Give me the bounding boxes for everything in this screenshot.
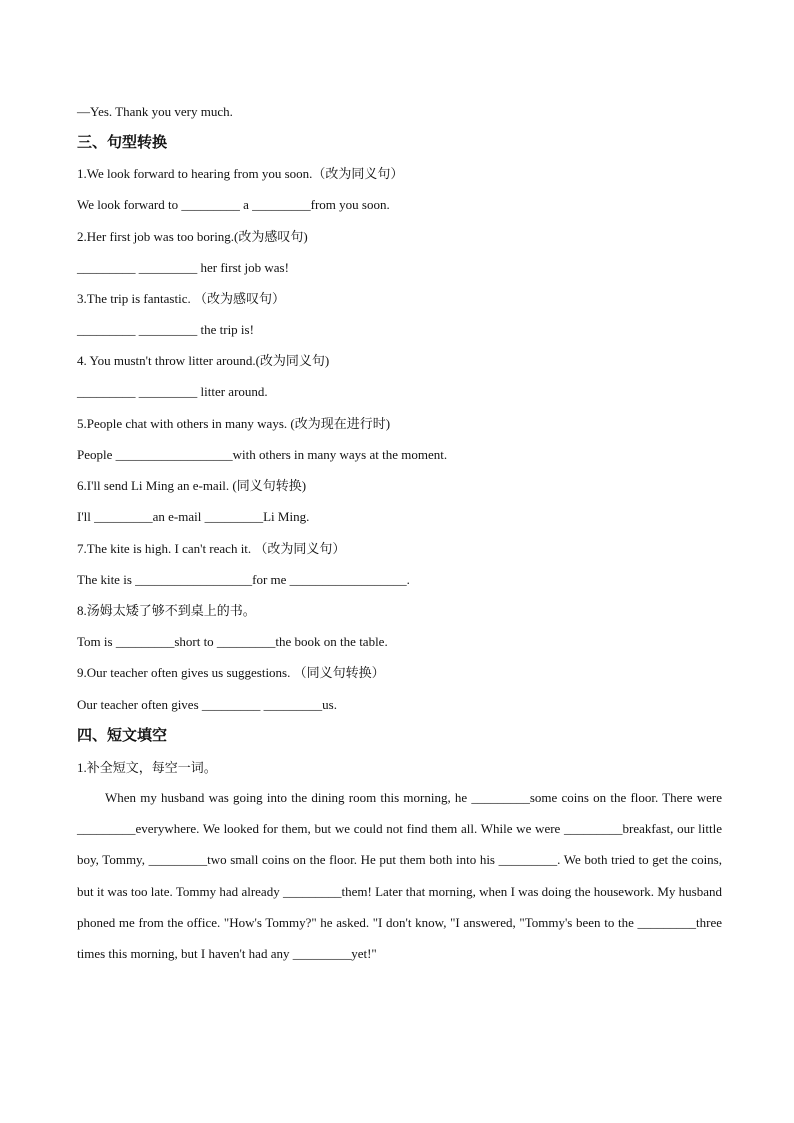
question-4-prompt: 4. You mustn't throw litter around.(改为同义句)	[77, 353, 330, 368]
question-1-answer: We look forward to _________ a _________from you soon.	[77, 197, 390, 212]
question-6-prompt: 6.I'll send Li Ming an e-mail. (同义句转换)	[77, 478, 307, 493]
question-3-answer: _________ _________ the trip is!	[77, 322, 254, 337]
question-8-prompt: 8.汤姆太矮了够不到桌上的书。	[77, 603, 256, 618]
question-2-answer: _________ _________ her first job was!	[77, 260, 289, 275]
question-4-answer: _________ _________ litter around.	[77, 384, 268, 399]
dialogue-answer-line: —Yes. Thank you very much.	[77, 104, 233, 119]
question-8-answer: Tom is _________short to _________the book on the table.	[77, 634, 388, 649]
question-3-prompt: 3.The trip is fantastic. （改为感叹句）	[77, 291, 285, 306]
question-7-answer: The kite is __________________for me __________________.	[77, 572, 410, 587]
question-1-prompt: 1.We look forward to hearing from you soon.（改为同义句）	[77, 166, 404, 181]
question-5-prompt: 5.People chat with others in many ways. (改为现在进行时)	[77, 416, 391, 431]
question-9-answer: Our teacher often gives _________ _________us.	[77, 697, 337, 712]
cloze-passage: When my husband was going into the dining room this morning, he _________some coins on the floor. There were _________everywhere. We looked for them, but we could not find them all. While we were _________breakfast, our little boy, Tommy, _________two small coins on the floor. He put them both into his _________. We both tried to get the coins, but it was too late. Tommy had already _________them! Later that morning, when I was doing the housework. My husband phoned me from the office. "How's Tommy?" he asked. "I don't know, "I answered, "Tommy's been to the _________three times this morning, but I haven't had any _________yet!"	[77, 790, 722, 962]
passage-instruction: 1.补全短文，每空一词。	[77, 760, 217, 775]
section-4-heading: 四、短文填空	[77, 726, 168, 744]
question-2-prompt: 2.Her first job was too boring.(改为感叹句)	[77, 229, 308, 244]
question-7-prompt: 7.The kite is high. I can't reach it. （改为同义句）	[77, 541, 346, 556]
question-5-answer: People __________________with others in many ways at the moment.	[77, 447, 448, 462]
section-3-heading: 三、句型转换	[77, 133, 168, 151]
question-9-prompt: 9.Our teacher often gives us suggestions. （同义句转换）	[77, 665, 385, 680]
question-6-answer: I'll _________an e-mail _________Li Ming.	[77, 509, 310, 524]
